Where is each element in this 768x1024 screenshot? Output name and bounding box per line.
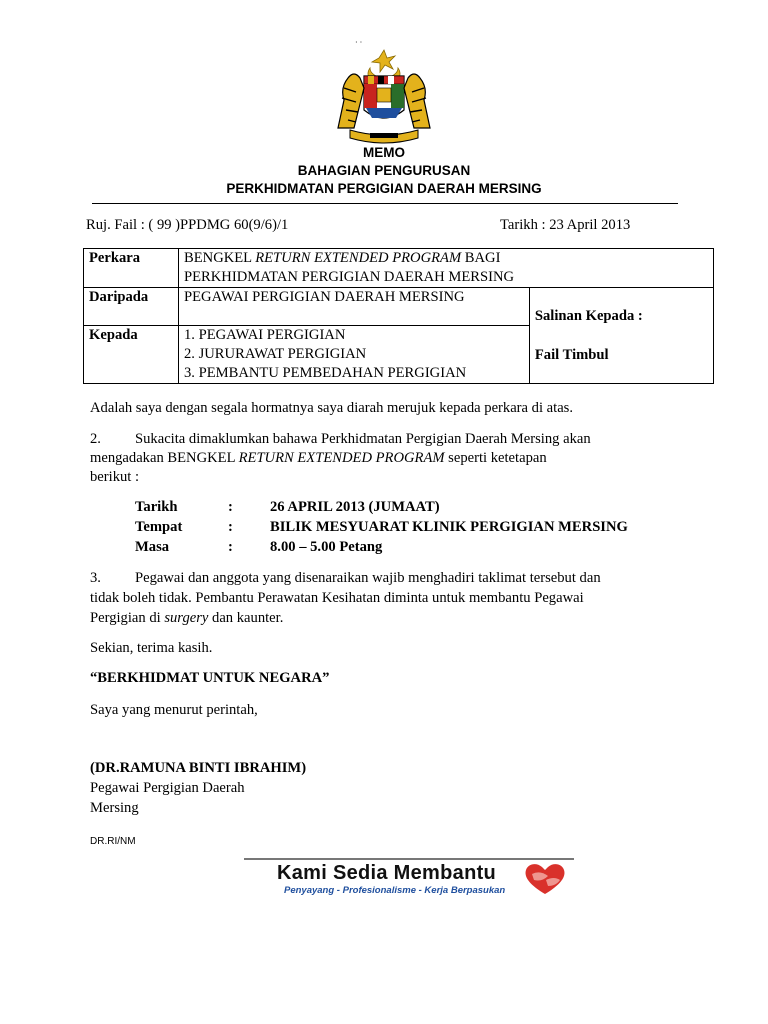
- paragraph-3-line-1: Pegawai dan anggota yang disenaraikan wajib menghadiri taklimat tersebut dan: [135, 570, 601, 586]
- perkara-text-a: BENGKEL: [184, 250, 256, 266]
- salinan-value: Fail Timbul: [534, 347, 609, 363]
- banner-top-line: [244, 858, 574, 860]
- schedule-separator: :: [228, 519, 233, 535]
- daripada-label: Daripada: [84, 288, 179, 326]
- kepada-item: 3. PEMBANTU PEMBEDAHAN PERGIGIAN: [184, 365, 467, 381]
- p3-text-c: dan kaunter.: [208, 610, 284, 626]
- closing-text: Sekian, terima kasih.: [90, 640, 213, 656]
- kepada-value: [179, 326, 530, 384]
- p3-text-b: surgery: [164, 610, 209, 626]
- paragraph-2-line-1: Sukacita dimaklumkan bahawa Perkhidmatan Pergigian Daerah Mersing akan: [135, 431, 591, 447]
- schedule-value: 8.00 – 5.00 Petang: [270, 539, 383, 555]
- schedule-separator: :: [228, 499, 233, 515]
- paragraph-1: Adalah saya dengan segala hormatnya saya diarah merujuk kepada perkara di atas.: [90, 400, 574, 416]
- paragraph-3-line-2: tidak boleh tidak. Pembantu Perawatan Kesihatan diminta untuk membantu Pegawai: [90, 590, 584, 606]
- heart-hands-icon: [522, 862, 568, 896]
- motto: “BERKHIDMAT UNTUK NEGARA”: [90, 670, 330, 686]
- crest-dots: · ·: [355, 38, 363, 47]
- instruction-text: Saya yang menurut perintah,: [90, 702, 258, 718]
- signatory-title: Pegawai Pergigian Daerah: [90, 780, 245, 796]
- paragraph-2-line-2: [90, 449, 547, 468]
- service-name: PERKHIDMATAN PERGIGIAN DAERAH MERSING: [226, 181, 542, 196]
- memo-label: MEMO: [363, 145, 405, 160]
- slogan-banner: [244, 858, 574, 898]
- schedule-label: Tarikh: [135, 499, 178, 515]
- perkara-text-c: BAGI: [461, 250, 501, 266]
- p2-text-b: BENGKEL: [167, 450, 239, 466]
- schedule-label: Masa: [135, 539, 170, 555]
- header-divider: [92, 203, 678, 204]
- perkara-label: Perkara: [84, 249, 179, 288]
- kepada-item: 2. JURURAWAT PERGIGIAN: [184, 346, 367, 362]
- paragraph-3-number: 3.: [90, 570, 101, 586]
- paragraph-2-number: 2.: [90, 431, 101, 447]
- department-name: BAHAGIAN PENGURUSAN: [297, 163, 471, 178]
- salinan-cell: [529, 288, 713, 384]
- salinan-label: Salinan Kepada :: [534, 308, 643, 324]
- p2-text-d: seperti ketetapan: [444, 450, 547, 466]
- memo-routing-table: [83, 248, 714, 384]
- schedule-value: 26 APRIL 2013 (JUMAAT): [270, 499, 440, 515]
- p2-text-a: mengadakan: [90, 450, 168, 466]
- banner-subtitle: Penyayang - Profesionalisme - Kerja Berpasukan: [284, 885, 506, 896]
- memo-date: Tarikh : 23 April 2013: [500, 217, 631, 233]
- coat-of-arms-icon: [330, 48, 438, 144]
- kepada-item: 1. PEGAWAI PERGIGIAN: [184, 327, 346, 343]
- signatory-name: (DR.RAMUNA BINTI IBRAHIM): [90, 760, 307, 776]
- schedule-value: BILIK MESYUARAT KLINIK PERGIGIAN MERSING: [270, 519, 628, 535]
- p2-text-c: RETURN EXTENDED PROGRAM: [238, 450, 445, 466]
- perkara-value: [179, 249, 714, 288]
- schedule-label: Tempat: [135, 519, 183, 535]
- p3-text-a: Pergigian di: [90, 610, 165, 626]
- perkara-text-d: PERKHIDMATAN PERGIGIAN DAERAH MERSING: [184, 269, 515, 285]
- signatory-place: Mersing: [90, 800, 139, 816]
- file-reference: Ruj. Fail : ( 99 )PPDMG 60(9/6)/1: [86, 217, 289, 233]
- paragraph-3-line-3: [90, 609, 283, 628]
- kepada-label: Kepada: [84, 326, 179, 384]
- banner-title: Kami Sedia Membantu: [277, 862, 497, 884]
- perkara-text-b: RETURN EXTENDED PROGRAM: [255, 250, 462, 266]
- daripada-value: PEGAWAI PERGIGIAN DAERAH MERSING: [179, 288, 530, 326]
- schedule-separator: :: [228, 539, 233, 555]
- reference-initials: DR.RI/NM: [90, 836, 136, 847]
- paragraph-2-line-3: berikut :: [90, 469, 140, 485]
